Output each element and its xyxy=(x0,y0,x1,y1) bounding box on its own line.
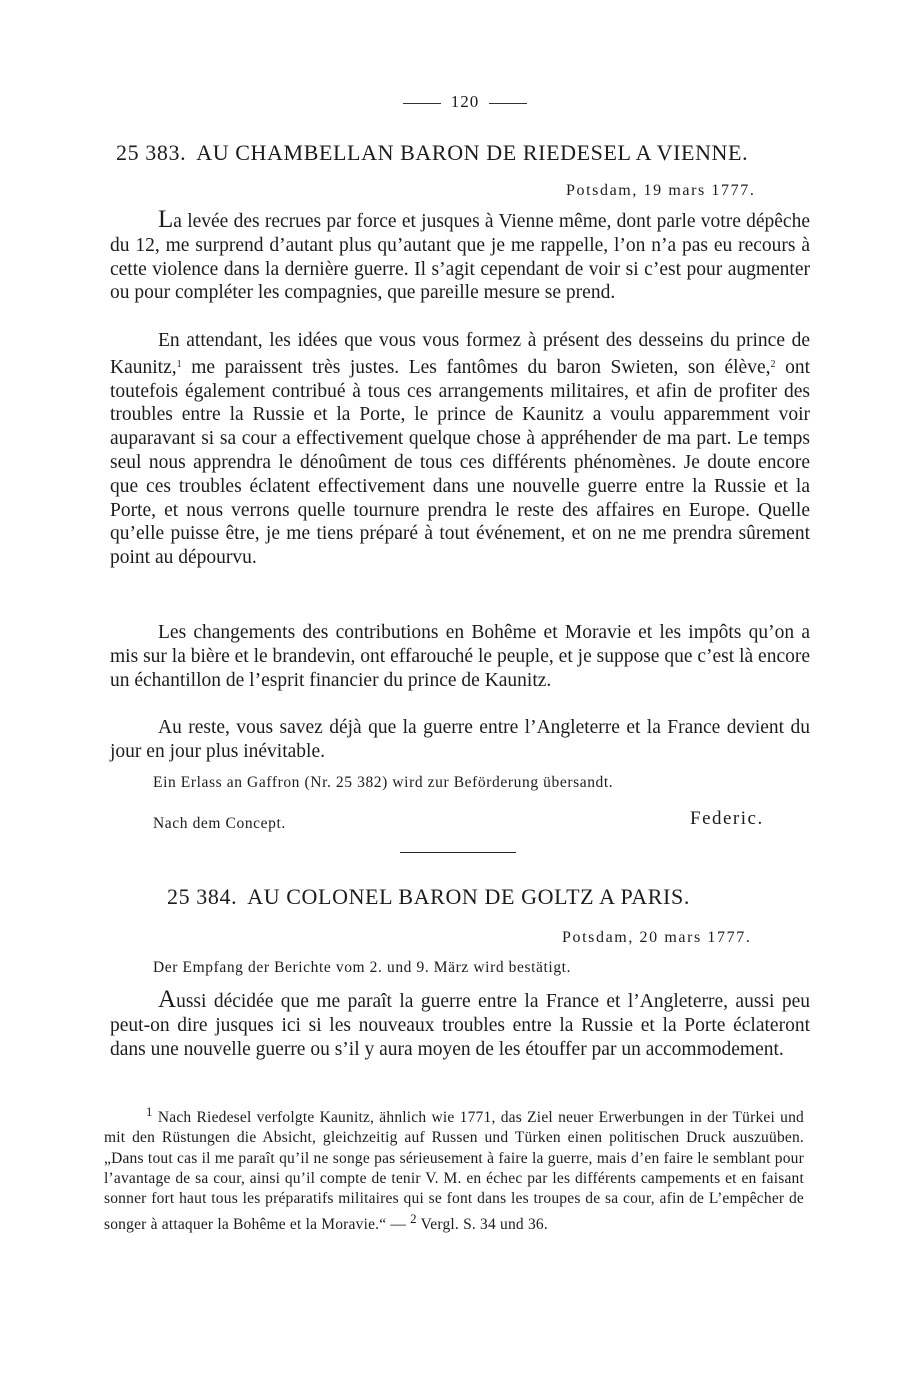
letter-2-editorial-note: Der Empfang der Berichte vom 2. und 9. März wird bestätigt. xyxy=(153,959,572,976)
letter-1-initial: L xyxy=(158,206,174,233)
footnote-1-marker: 1 xyxy=(146,1104,153,1119)
letter-1-paragraph-2 xyxy=(110,329,810,570)
letter-1-title: AU CHAMBELLAN BARON DE RIEDESEL A VIENNE. xyxy=(196,140,749,165)
letter-1-dateline: Potsdam, 19 mars 1777. xyxy=(566,182,756,199)
page-number xyxy=(390,92,540,112)
letter-2-dateline: Potsdam, 20 mars 1777. xyxy=(562,929,752,946)
page-number-dash-left xyxy=(403,103,441,104)
footnote-2-marker: 2 xyxy=(410,1211,417,1227)
letter-1-paragraph-1-text: a levée des recrues par force et jusques à Vienne même, dont parle votre dépêche du 12, me surprend d’autant plus qu’autant que je me rappelle, l’on n’a pas eu recours à cette violence dans la dernière guerre. Il s’agit cependant de voir si c’est pour augmenter ou pour compléter les compagnies, que pareille mesure se prend. xyxy=(110,211,810,304)
letter-1-paragraph-3-text: Les changements des contributions en Bohême et Moravie et les impôts qu’on a mis sur la bière et le brandevin, ont effarouché le peuple, et je suppose que c’est là encore un échantillon de l’esprit financier du prince de Kaunitz. xyxy=(110,622,810,691)
footnote-ref-2: 2 xyxy=(770,358,776,370)
letter-1-number: 25 383. xyxy=(116,140,187,165)
letter-2-initial: A xyxy=(158,986,177,1013)
letter-1-paragraph-2-text-a: En attendant, les idées que vous vous formez à présent des desseins du prince de Kaunitz, xyxy=(110,330,810,378)
letter-1-paragraph-2-text-b: me paraissent très justes. Les fantômes du baron Swieten, son élève, xyxy=(191,356,771,378)
letter-1-signature: Federic. xyxy=(690,808,764,829)
letter-2-paragraph-1 xyxy=(110,988,810,1061)
letter-2-title: AU COLONEL BARON DE GOLTZ A PARIS. xyxy=(247,884,690,909)
letter-1-paragraph-1 xyxy=(110,208,810,305)
letter-2-heading xyxy=(167,884,690,910)
page-number-dash-right xyxy=(489,103,527,104)
letter-1-editorial-note: Ein Erlass an Gaffron (Nr. 25 382) wird zur Beförderung übersandt. xyxy=(153,774,614,791)
footnote-1-text: Nach Riedesel verfolgte Kaunitz, ähnlich wie 1771, das Ziel neuer Erwerbungen in der Türkei und mit den Rüstungen die Absicht, gleichzeitig auf Russen und Türken einen politischen Druck auszuüben. „Dans tout cas il me paraît qu’il ne songe pas sérieusement à faire la guerre, mais d’en faire le semblant pour l’avantage de sa cour, ainsi qu’il compte de tenir V. M. en échec par les différents campements et en faisant sonner fort haut tous les préparatifs militaires qui se font dans les troupes de sa cour, afin de L’empêcher de songer à attaquer la Bohême et la Moravie.“ — xyxy=(104,1109,805,1234)
letter-2-paragraph-1-text: ussi décidée que me paraît la guerre entre la France et l’Angleterre, aussi peu peut-on dire jusques ici si les nouveaux troubles entre la Russie et la Porte éclateront dans une nouvelle guerre ou s’il y aura moyen de les étouffer par un accommodement. xyxy=(110,991,810,1060)
letter-1-source: Nach dem Concept. xyxy=(153,815,286,832)
footnotes xyxy=(104,1102,804,1236)
footnote-2-text: Vergl. S. 34 und 36. xyxy=(420,1216,548,1234)
letter-1-paragraph-4-text: Au reste, vous savez déjà que la guerre entre l’Angleterre et la France devient du jour en jour plus inévitable. xyxy=(110,717,810,762)
letter-1-paragraph-2-text-c: ont toutefois également contribué à tous ces arrangements militaires, et afin de profiter des troubles entre la Russie et la Porte, le prince de Kaunitz a voulu apparemment voir auparavant si sa cour a effectivement quelque chose à appréhender de ma part. Le temps seul nous apprendra le dénoûment de tous ces différents phénomènes. Je doute encore que ces troubles éclatent effectivement dans une nouvelle guerre entre la Russie et la Porte, et nous verrons quelle tournure prendra le reste des affaires en Europe. Quelle qu’elle puisse être, je me tiens préparé à tout événement, et on ne me prendra sûrement point au dépourvu. xyxy=(110,356,810,569)
letter-1-heading xyxy=(116,140,748,166)
letter-1-paragraph-4 xyxy=(110,716,810,764)
letter-2-number: 25 384. xyxy=(167,884,238,909)
page-number-text: 120 xyxy=(450,92,480,111)
letter-1-paragraph-3 xyxy=(110,621,810,692)
footnote-ref-1: 1 xyxy=(176,358,182,370)
section-divider xyxy=(400,852,516,853)
